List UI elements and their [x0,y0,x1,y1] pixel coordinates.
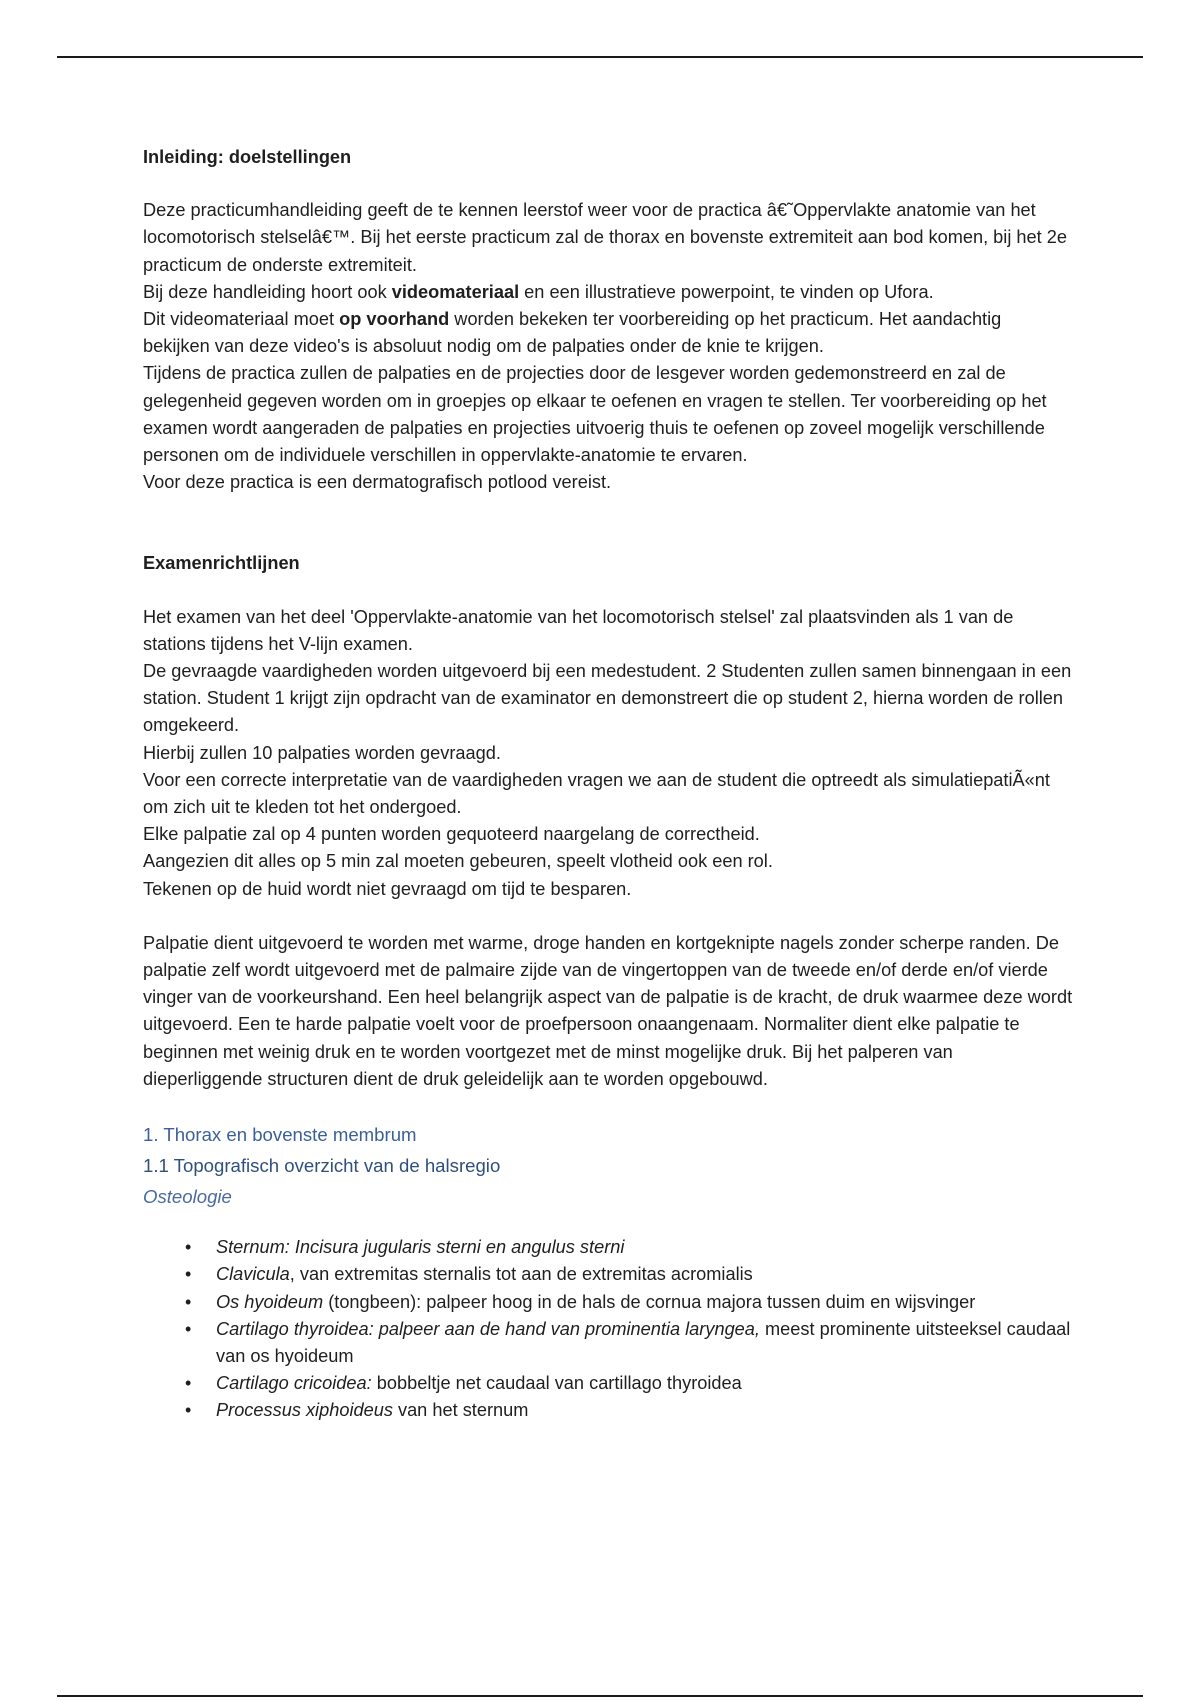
intro-bold-videomateriaal: videomateriaal [391,281,520,302]
bullet-icon: • [185,1318,192,1339]
list-item-term: Os hyoideum [216,1291,324,1312]
list-item-term: Cartilago cricoidea: [216,1373,372,1394]
list-item-term: Processus xiphoideus [216,1400,393,1421]
header-rule [57,56,1143,58]
list-item [143,1261,1073,1288]
intro-paragraph-5: Voor deze practica is een dermatografisch potlood vereist. [143,472,612,493]
list-item [143,1289,1073,1316]
list-item-text: (tongbeen): palpeer hoog in de hals de cornua majora tussen duim en wijsvinger [323,1291,976,1312]
intro-text: Dit videomateriaal moet [143,309,340,330]
section-heading-1-1: 1.1 Topografisch overzicht van de halsregio [143,1155,501,1177]
exam-line: De gevraagde vaardigheden worden uitgevoerd bij een medestudent. 2 Studenten zullen samen binnengaan in een station. Student 1 krijgt zijn opdracht van de examinator en demonstreert die op student 2, hierna worden de rollen omgekeerd. [143,661,1072,736]
list-item [143,1234,1073,1261]
intro-paragraph-2 [143,279,1073,306]
exam-line: Hierbij zullen 10 palpaties worden gevraagd. [143,742,501,763]
exam-line: Elke palpatie zal op 4 punten worden gequoteerd naargelang de correctheid. [143,824,760,845]
footer-rule [57,1695,1143,1697]
list-item-text: , van extremitas sternalis tot aan de extremitas acromialis [289,1264,753,1285]
intro-paragraph-3 [143,306,1073,360]
subheading-osteologie: Osteologie [143,1186,232,1208]
intro-text: Bij deze handleiding hoort ook [143,281,392,302]
bullet-icon: • [185,1400,192,1421]
intro-heading: Inleiding: doelstellingen [143,147,352,167]
list-item-text: bobbeltje net caudaal van cartillago thyroidea [371,1373,742,1394]
list-item-term: Clavicula [216,1264,290,1285]
bullet-icon: • [185,1291,192,1312]
bullet-icon: • [185,1264,192,1285]
palpation-paragraph: Palpatie dient uitgevoerd te worden met warme, droge handen en kortgeknipte nagels zonder scherpe randen. De palpatie zelf wordt uitgevoerd met de palmaire zijde van de vingertoppen van de tweede en/of derde en/of vierde vinger van de voorkeurshand. Een heel belangrijk aspect van de palpatie is de kracht, de druk waarmee deze wordt uitgevoerd. Een te harde palpatie voelt voor de proefpersoon onaangenaam. Normaliter dient elke palpatie te beginnen met weinig druk en te worden voortgezet met de minst mogelijke druk. Bij het palperen van dieperliggende structuren dient de druk geleidelijk aan te worden opgebouwd. [143,932,1073,1089]
bullet-icon: • [185,1237,192,1258]
list-item-text: meest prominente uitsteeksel caudaal van os hyoideum [216,1318,1071,1366]
document-body [143,144,1073,1425]
intro-bold-op-voorhand: op voorhand [339,309,450,330]
section-heading-1: 1. Thorax en bovenste membrum [143,1124,417,1146]
exam-line: Aangezien dit alles op 5 min zal moeten gebeuren, speelt vlotheid ook een rol. [143,851,773,872]
intro-text: worden bekeken ter voorbereiding op het practicum. Het aandachtig bekijken van deze video's is absoluut nodig om de palpaties onder de knie te krijgen. [143,309,1002,357]
exam-line: Het examen van het deel 'Oppervlakte-anatomie van het locomotorisch stelsel' zal plaatsvinden als 1 van de stations tijdens het V-lijn examen. [143,606,1014,654]
list-item-term: Cartilago thyroidea: palpeer aan de hand van prominentia laryngea, [216,1318,760,1339]
list-item-term: Sternum: Incisura jugularis sterni en angulus sterni [216,1237,625,1258]
list-item [143,1397,1073,1424]
exam-line: Voor een correcte interpretatie van de vaardigheden vragen we aan de student die optreedt als simulatiepatiÃ«nt om zich uit te kleden tot het ondergoed. [143,769,1050,818]
exam-heading: Examenrichtlijnen [143,553,300,574]
intro-text: en een illustratieve powerpoint, te vinden op Ufora. [519,281,934,302]
list-item [143,1316,1073,1370]
intro-paragraph-4: Tijdens de practica zullen de palpaties en de projecties door de lesgever worden gedemonstreerd en zal de gelegenheid gegeven worden om in groepjes op elkaar te oefenen en vragen te stellen. Ter voorbereiding op het examen wordt aangeraden de palpaties en projecties uitvoerig thuis te oefenen op zoveel mogelijk verschillende personen om de individuele verschillen in oppervlakte-anatomie te ervaren. [143,363,1047,466]
list-item [143,1370,1073,1397]
exam-line: Tekenen op de huid wordt niet gevraagd om tijd te besparen. [143,878,632,899]
osteology-list [143,1234,1073,1424]
bullet-icon: • [185,1373,192,1394]
intro-paragraph-1: Deze practicumhandleiding geeft de te kennen leerstof weer voor de practica â€˜Oppervlakte anatomie van het locomotorisch stelselâ€™. Bij het eerste practicum zal de thorax en bovenste extremiteit aan bod komen, bij het 2e practicum de onderste extremiteit. [143,200,1068,275]
list-item-text: van het sternum [392,1400,529,1421]
